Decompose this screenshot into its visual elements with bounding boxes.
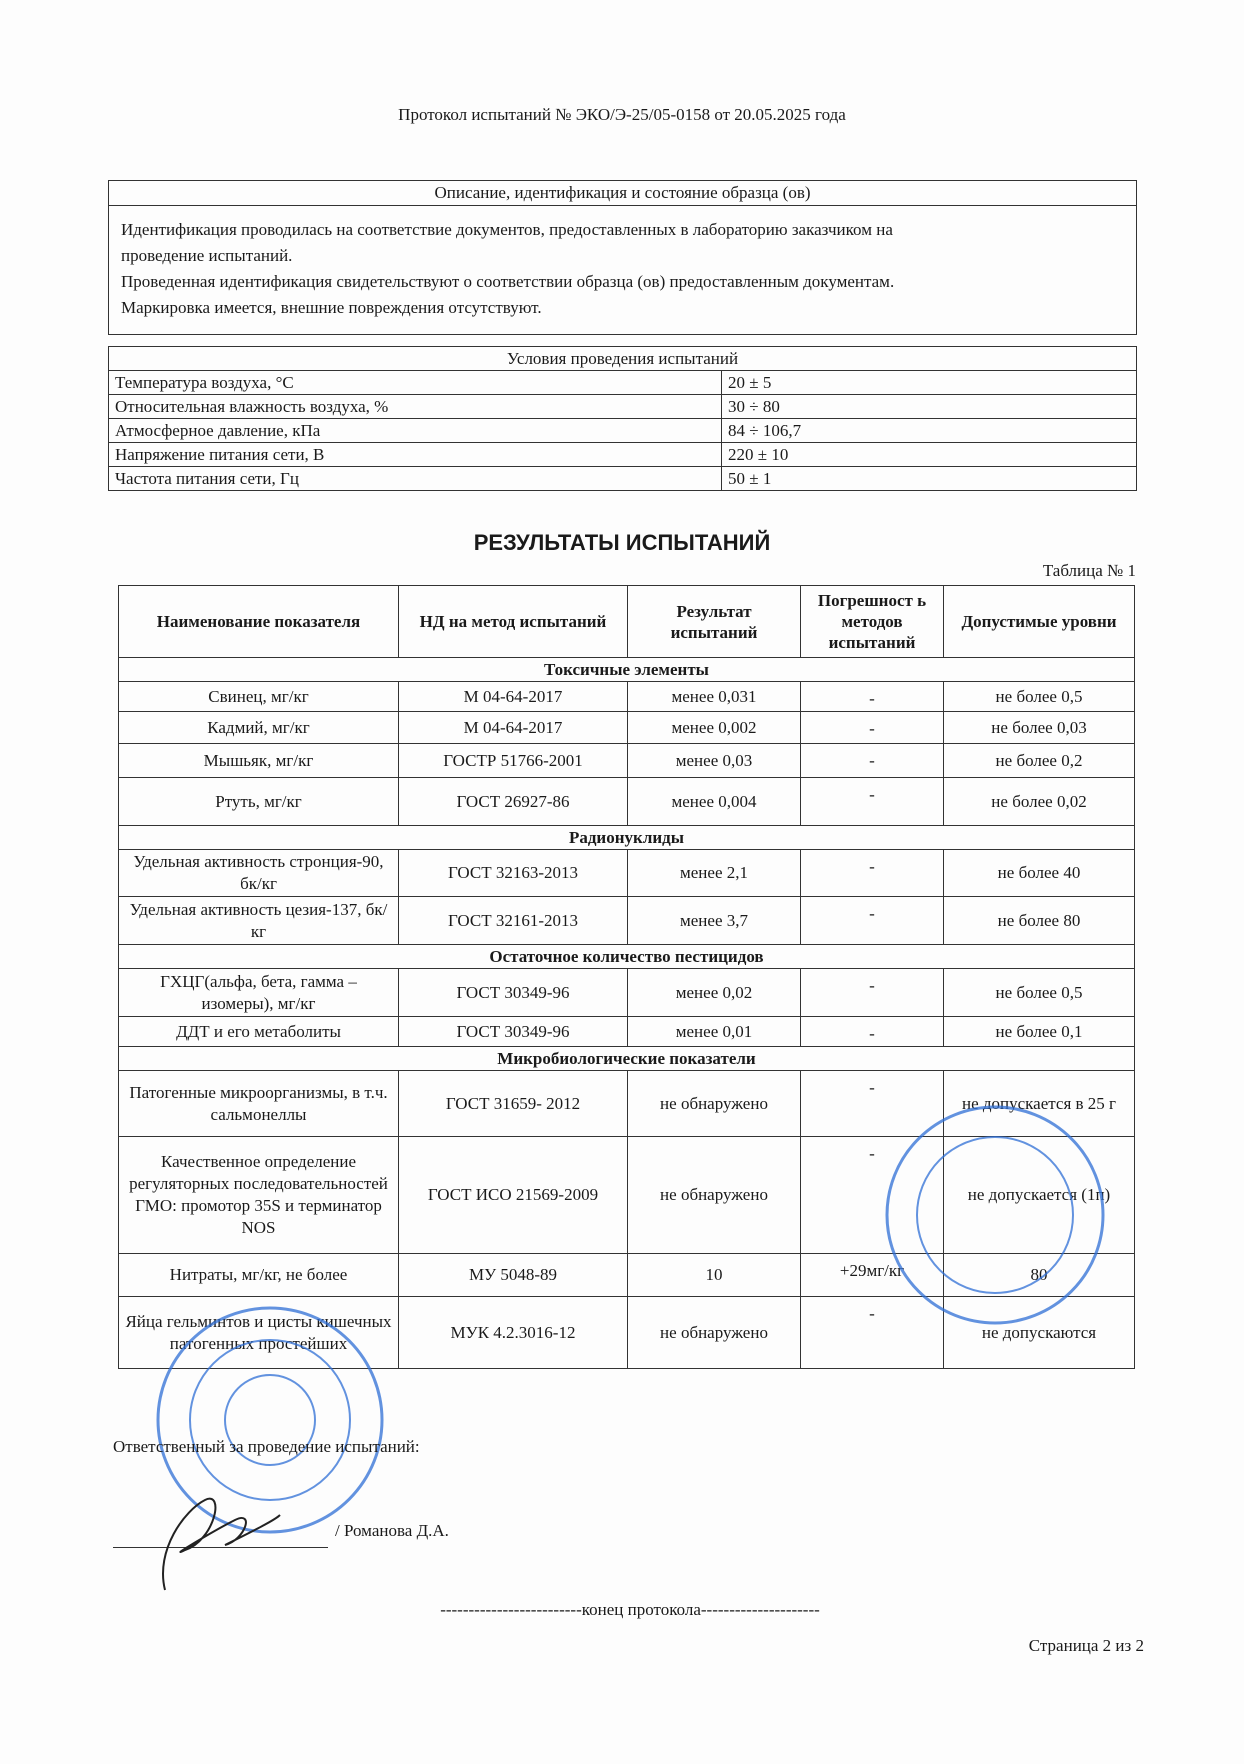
permissible-level: 80	[944, 1254, 1135, 1297]
test-method: М 04-64-2017	[399, 682, 628, 712]
signer-name: / Романова Д.А.	[335, 1521, 449, 1540]
method-error: -	[801, 712, 944, 744]
test-result: менее 0,03	[628, 744, 801, 778]
permissible-level: не допускается в 25 г	[944, 1071, 1135, 1137]
test-result: 10	[628, 1254, 801, 1297]
condition-value: 30 ÷ 80	[722, 395, 1137, 419]
indicator-name: Качественное определение регуляторных последовательностей ГМО: промотор 35S и терминатор NOS	[119, 1137, 399, 1254]
method-error: -	[801, 744, 944, 778]
table-row	[109, 467, 1137, 491]
page-number: Страница 2 из 2	[1028, 1636, 1144, 1655]
table-row	[119, 1297, 1135, 1369]
test-result: менее 0,004	[628, 778, 801, 826]
table-row	[119, 744, 1135, 778]
indicator-name: ГХЦГ(альфа, бета, гамма – изомеры), мг/кг	[119, 969, 399, 1017]
test-result: менее 0,002	[628, 712, 801, 744]
condition-name: Частота питания сети, Гц	[109, 467, 722, 491]
indicator-name: Удельная активность стронция-90, бк/кг	[119, 850, 399, 897]
method-error: -	[801, 1137, 944, 1254]
indicator-name: Патогенные микроорганизмы, в т.ч. сальмонеллы	[119, 1071, 399, 1137]
method-error: -	[801, 1297, 944, 1369]
permissible-level: не более 0,03	[944, 712, 1135, 744]
table-row	[119, 712, 1135, 744]
test-conditions-table	[108, 346, 1137, 491]
sample-description-box	[108, 180, 1137, 335]
test-method: МУК 4.2.3016-12	[399, 1297, 628, 1369]
section-title: Остаточное количество пестицидов	[119, 945, 1135, 969]
description-line: проведение испытаний.	[121, 246, 293, 265]
table-row	[119, 1017, 1135, 1047]
table-row	[119, 1254, 1135, 1297]
section-row	[119, 1047, 1135, 1071]
permissible-level: не более 0,2	[944, 744, 1135, 778]
conditions-header: Условия проведения испытаний	[109, 347, 1137, 371]
column-header: Результат испытаний	[628, 586, 801, 658]
condition-value: 50 ± 1	[722, 467, 1137, 491]
table-row	[109, 395, 1137, 419]
method-error: -	[801, 969, 944, 1017]
method-error: -	[801, 1017, 944, 1047]
condition-name: Относительная влажность воздуха, %	[109, 395, 722, 419]
test-method: ГОСТР 51766-2001	[399, 744, 628, 778]
method-error: +29мг/кг	[801, 1254, 944, 1297]
method-error: -	[801, 778, 944, 826]
end-of-protocol: -------------------------конец протокола---------------------	[440, 1600, 820, 1619]
description-line: Маркировка имеется, внешние повреждения отсутствуют.	[121, 298, 542, 317]
test-method: ГОСТ 32163-2013	[399, 850, 628, 897]
test-method: ГОСТ 31659- 2012	[399, 1071, 628, 1137]
column-header: Допустимые уровни	[944, 586, 1135, 658]
indicator-name: Удельная активность цезия-137, бк/кг	[119, 897, 399, 945]
section-title: Токсичные элементы	[119, 658, 1135, 682]
description-line: Идентификация проводилась на соответствие документов, предоставленных в лабораторию заказчиком на	[121, 220, 893, 239]
table-row	[109, 419, 1137, 443]
method-error: -	[801, 682, 944, 712]
test-result: менее 0,02	[628, 969, 801, 1017]
table-row	[119, 778, 1135, 826]
test-method: ГОСТ 26927-86	[399, 778, 628, 826]
protocol-title: Протокол испытаний № ЭКО/Э-25/05-0158 от 20.05.2025 года	[398, 105, 846, 124]
indicator-name: Нитраты, мг/кг, не более	[119, 1254, 399, 1297]
indicator-name: Яйца гельминтов и цисты кишечных патогенных простейших	[119, 1297, 399, 1369]
table-row	[119, 969, 1135, 1017]
test-method: ГОСТ 30349-96	[399, 1017, 628, 1047]
description-line: Проведенная идентификация свидетельствуют о соответствии образца (ов) предоставленным документам.	[121, 272, 895, 291]
results-table	[118, 585, 1135, 1369]
condition-value: 84 ÷ 106,7	[722, 419, 1137, 443]
test-result: не обнаружено	[628, 1071, 801, 1137]
permissible-level: не более 0,5	[944, 969, 1135, 1017]
test-method: М 04-64-2017	[399, 712, 628, 744]
condition-value: 220 ± 10	[722, 443, 1137, 467]
section-row	[119, 945, 1135, 969]
permissible-level: не допускается (1п)	[944, 1137, 1135, 1254]
permissible-level: не более 80	[944, 897, 1135, 945]
test-method: ГОСТ 32161-2013	[399, 897, 628, 945]
condition-name: Температура воздуха, °С	[109, 371, 722, 395]
table-number: Таблица № 1	[1042, 561, 1136, 580]
indicator-name: Ртуть, мг/кг	[119, 778, 399, 826]
table-row	[119, 1071, 1135, 1137]
test-result: менее 0,01	[628, 1017, 801, 1047]
condition-name: Напряжение питания сети, В	[109, 443, 722, 467]
test-result: не обнаружено	[628, 1137, 801, 1254]
test-method: МУ 5048-89	[399, 1254, 628, 1297]
table-header-row	[119, 586, 1135, 658]
permissible-level: не более 0,1	[944, 1017, 1135, 1047]
permissible-level: не более 0,5	[944, 682, 1135, 712]
method-error: -	[801, 850, 944, 897]
indicator-name: Кадмий, мг/кг	[119, 712, 399, 744]
table-row	[119, 897, 1135, 945]
section-row	[119, 826, 1135, 850]
indicator-name: Мышьяк, мг/кг	[119, 744, 399, 778]
test-result: менее 2,1	[628, 850, 801, 897]
test-result: менее 0,031	[628, 682, 801, 712]
permissible-level: не более 40	[944, 850, 1135, 897]
column-header: НД на метод испытаний	[399, 586, 628, 658]
test-result: менее 3,7	[628, 897, 801, 945]
handwritten-signature	[125, 1470, 285, 1600]
table-row	[119, 850, 1135, 897]
test-result: не обнаружено	[628, 1297, 801, 1369]
section-row	[119, 658, 1135, 682]
indicator-name: ДДТ и его метаболиты	[119, 1017, 399, 1047]
method-error: -	[801, 1071, 944, 1137]
column-header: Наименование показателя	[119, 586, 399, 658]
section-title: Радионуклиды	[119, 826, 1135, 850]
test-method: ГОСТ 30349-96	[399, 969, 628, 1017]
permissible-level: не более 0,02	[944, 778, 1135, 826]
permissible-level: не допускаются	[944, 1297, 1135, 1369]
condition-name: Атмосферное давление, кПа	[109, 419, 722, 443]
test-method: ГОСТ ИСО 21569-2009	[399, 1137, 628, 1254]
section-title: Микробиологические показатели	[119, 1047, 1135, 1071]
indicator-name: Свинец, мг/кг	[119, 682, 399, 712]
table-row	[109, 371, 1137, 395]
table-row	[119, 682, 1135, 712]
condition-value: 20 ± 5	[722, 371, 1137, 395]
column-header: Погрешност ь методов испытаний	[801, 586, 944, 658]
method-error: -	[801, 897, 944, 945]
table-row	[109, 443, 1137, 467]
table-row	[119, 1137, 1135, 1254]
results-heading: РЕЗУЛЬТАТЫ ИСПЫТАНИЙ	[473, 530, 771, 555]
responsible-label: Ответственный за проведение испытаний:	[113, 1437, 420, 1456]
description-header: Описание, идентификация и состояние образца (ов)	[109, 181, 1136, 206]
